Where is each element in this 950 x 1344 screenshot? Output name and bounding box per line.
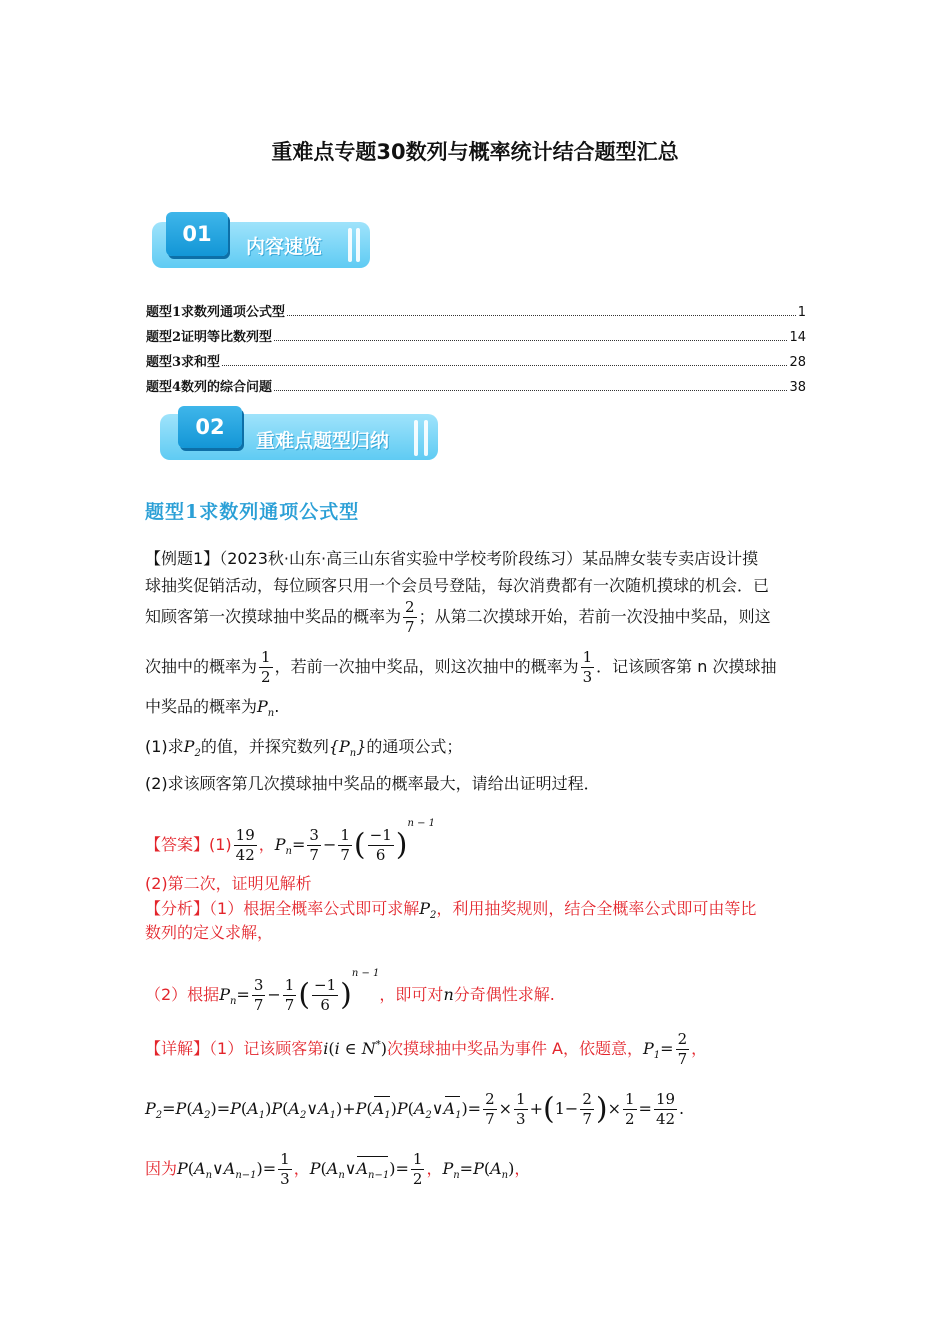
page-title: 重难点专题30数列与概率统计结合题型汇总 — [271, 140, 679, 164]
toc-item-page: 28 — [789, 355, 806, 370]
toc-item[interactable] — [146, 350, 806, 370]
toc-item-page: 14 — [789, 330, 806, 345]
section-heading: 题型1求数列通项公式型 — [145, 501, 360, 523]
fraction: $\frac{2}{7}$ — [405, 598, 415, 636]
toc-item-label: 题型1求数列通项公式型 — [146, 305, 286, 320]
toc-item-page: 1 — [797, 305, 806, 320]
example-line: 球抽奖促销活动，每位顾客只用一个会员号登陆，每次消费都有一次随机摸球的机会．已 — [145, 576, 770, 595]
example-line: 【例题1】（2023秋·山东·高三山东省实验中学校考阶段练习）某品牌女装专卖店设计摸 — [145, 549, 759, 568]
section-banner-overview — [152, 212, 372, 268]
toc-item-label: 题型2证明等比数列型 — [146, 330, 273, 345]
section-banner-categories — [160, 406, 440, 462]
example-tag: 【例题1】 — [145, 549, 220, 568]
answer-part2: (2)第二次，证明见解析 — [145, 874, 312, 893]
banner-number: 01 — [166, 212, 228, 256]
analysis-tag: 【分析】 — [145, 899, 210, 918]
fraction: $\frac{1}{2}$ — [261, 648, 271, 686]
detail-line: 【详解】（1）记该顾客第i(i ∈ N*)次摸球抽中奖品为事件 A，依题意，$P_1=$ $\frac{2}{7}$ ， — [145, 1030, 708, 1068]
toc-item[interactable] — [146, 325, 806, 345]
example-line: 中奖品的概率为$P_n$. — [145, 697, 280, 720]
analysis-line: 数列的定义求解， — [145, 923, 274, 942]
detail-tag: 【详解】 — [145, 1039, 210, 1058]
analysis-line: （2）根据$P_n=$ $\frac{3}{7}$ − $\frac{1}{7}$ ( $\frac{-1}{6}$ )$^{n - 1}$，即可对n分奇偶性求解. — [145, 968, 555, 1014]
detail-line: 因为$P(A_n\vee A_{n-1})=$ $\frac{1}{3}$ ，$P(A_n\vee A_{n-1})=$ $\frac{1}{2}$ ，$P_n=P(A_n)$， — [145, 1150, 531, 1188]
answer-line: 【答案】(1) $\frac{19}{42}$ ，$P_n=$ $\frac{3}{7}$ − $\frac{1}{7}$ ( $\frac{-1}{6}$ )$^{n - 1}$ — [145, 818, 436, 864]
toc-item-label: 题型3求和型 — [146, 355, 221, 370]
toc-item-label: 题型4数列的综合问题 — [146, 380, 273, 395]
example-line: 知顾客第一次摸球抽中奖品的概率为 $\frac{2}{7}$ ；从第二次摸球开始，若前一次没抽中奖品，则这 — [145, 598, 771, 636]
toc-item[interactable] — [146, 300, 806, 320]
example-line: 次抽中的概率为 $\frac{1}{2}$ ，若前一次抽中奖品，则这次抽中的概率为 $\frac{1}{3}$ ．记该顾客第 n 次摸球抽 — [145, 648, 777, 686]
question-2: (2)求该顾客第几次摸球抽中奖品的概率最大，请给出证明过程． — [145, 774, 600, 793]
banner-number: 02 — [178, 406, 242, 448]
analysis-line: 【分析】（1）根据全概率公式即可求解$P_2$，利用抽奖规则，结合全概率公式即可由等比 — [145, 899, 757, 922]
toc-item[interactable] — [146, 375, 806, 395]
banner-label: 内容速览 — [246, 236, 323, 258]
answer-tag: 【答案】(1) — [145, 835, 232, 854]
toc-item-page: 38 — [789, 380, 806, 395]
detail-formula: $P_2=P(A_2)=P(A_1)P(A_2\vee A_1)+P(A_1)P(A_2\vee A_1)=$ $\frac{2}{7}$ × $\frac{1}{3}$ +(1− $\frac{2}{7}$ )× $\frac{1}{2}$ = $\frac{19}{42}$ . — [145, 1090, 685, 1128]
question-1: (1)求$P_2$的值，并探究数列$\{P_n\}$的通项公式； — [145, 737, 463, 760]
fraction: $\frac{1}{3}$ — [582, 648, 593, 686]
banner-label: 重难点题型归纳 — [256, 430, 390, 452]
